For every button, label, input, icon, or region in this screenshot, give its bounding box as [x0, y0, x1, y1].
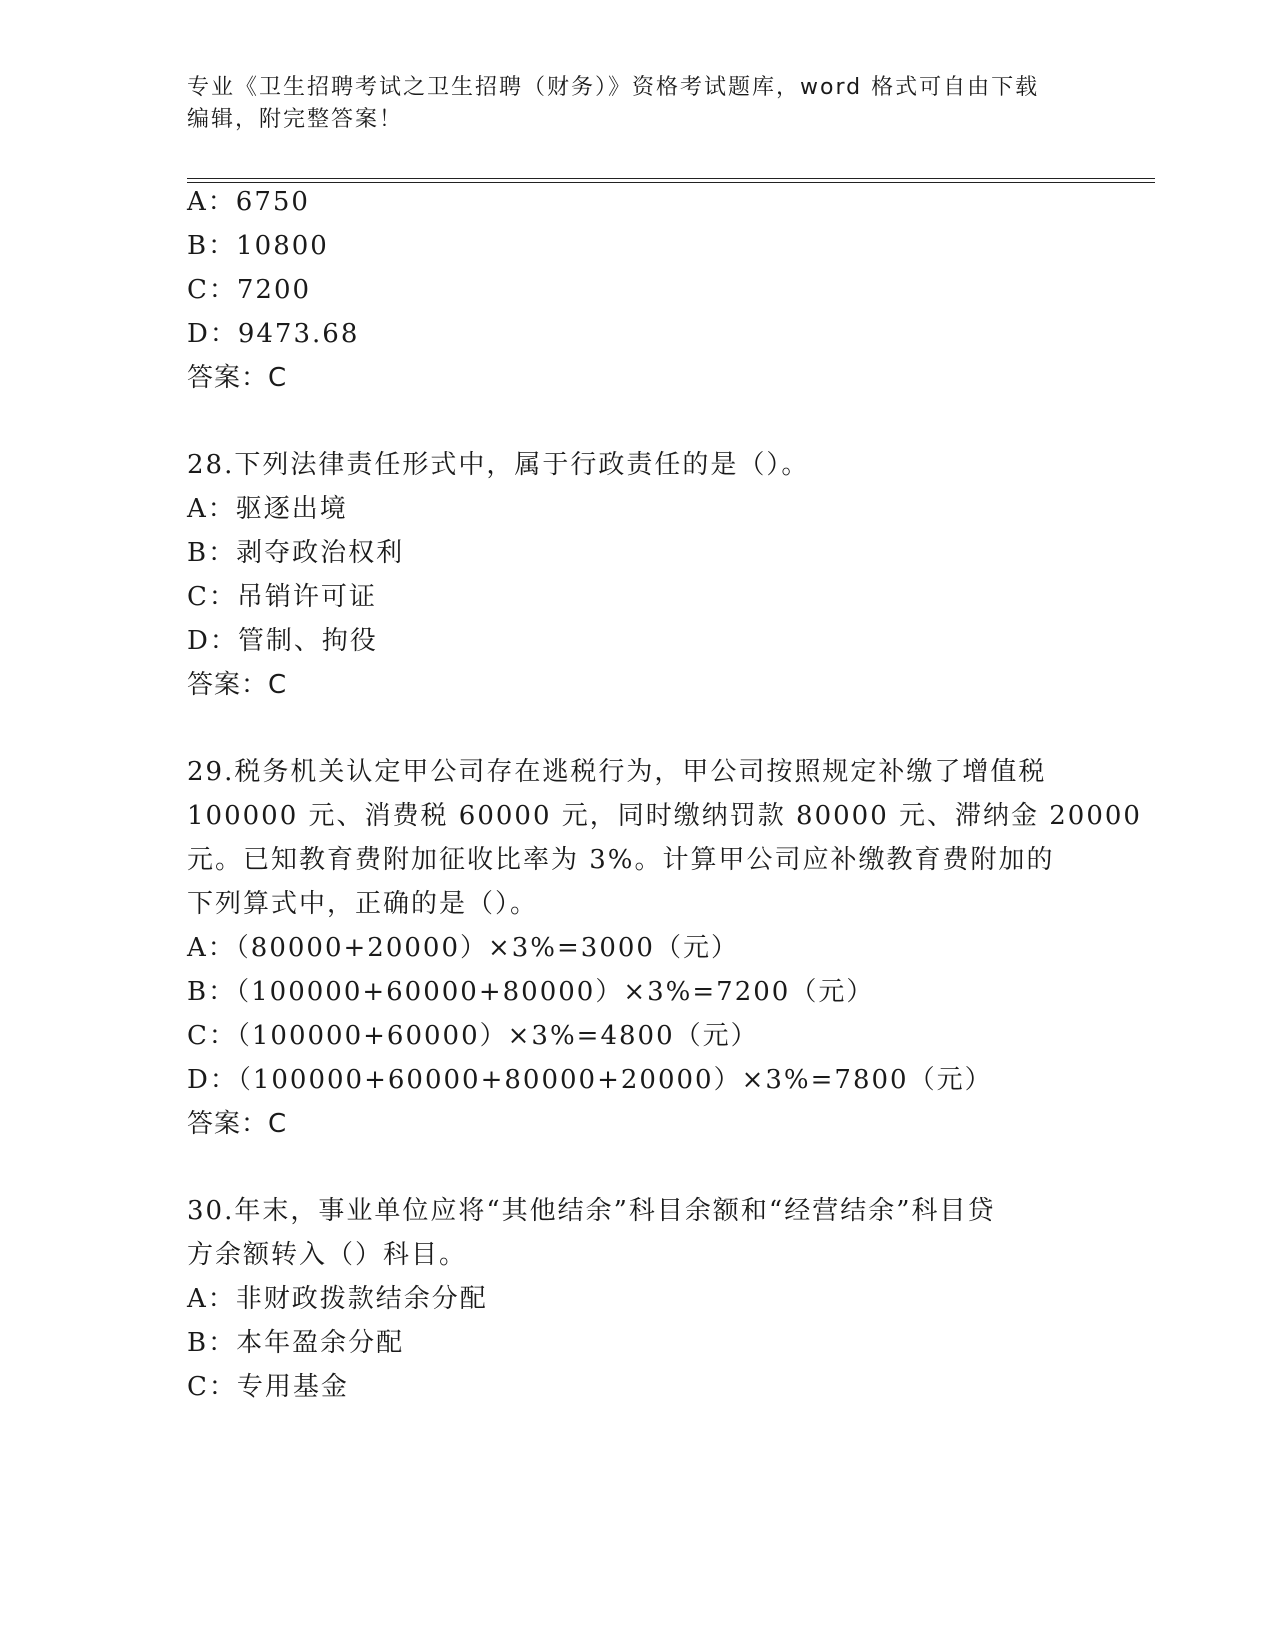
header-line-1: 专业《卫生招聘考试之卫生招聘（财务）》资格考试题库，word 格式可自由下载	[187, 75, 1040, 100]
q29-option-b: B：（100000+60000+80000）×3%=7200（元）	[187, 977, 875, 1007]
q29-stem-line-3: 元。已知教育费附加征收比率为 3%。计算甲公司应补缴教育费附加的	[187, 845, 1055, 875]
q29-stem-line-4: 下列算式中，正确的是（）。	[187, 889, 539, 919]
q30-option-c: C：专用基金	[187, 1372, 349, 1402]
header-divider	[187, 178, 1155, 183]
q27-option-c: C：7200	[187, 275, 312, 305]
q29-stem-line-2: 100000 元、消费税 60000 元，同时缴纳罚款 80000 元、滞纳金 20000	[187, 801, 1142, 831]
q30-stem-line-2: 方余额转入（）科目。	[187, 1240, 468, 1270]
document-header	[187, 72, 1067, 136]
header-line-2: 编辑，附完整答案！	[187, 107, 404, 132]
q30-stem-line-1: 30.年末，事业单位应将“其他结余”科目余额和“经营结余”科目贷	[187, 1196, 996, 1226]
q28-option-a: A：驱逐出境	[187, 494, 348, 524]
q27-answer: 答案：C	[187, 363, 288, 393]
q30-option-b: B：本年盈余分配	[187, 1328, 405, 1358]
q29-stem-line-1: 29.税务机关认定甲公司存在逃税行为，甲公司按照规定补缴了增值税	[187, 757, 1047, 787]
q30-option-a: A：非财政拨款结余分配	[187, 1284, 488, 1314]
q27-option-a: A：6750	[187, 187, 310, 217]
q28-stem: 28.下列法律责任形式中，属于行政责任的是（）。	[187, 450, 810, 480]
q28-option-c: C：吊销许可证	[187, 582, 377, 612]
q27-option-d: D：9473.68	[187, 319, 360, 349]
q28-option-d: D：管制、拘役	[187, 626, 378, 656]
q28-option-b: B：剥夺政治权利	[187, 538, 405, 568]
q29-option-c: C：（100000+60000）×3%=4800（元）	[187, 1021, 759, 1051]
q29-option-d: D：（100000+60000+80000+20000）×3%=7800（元）	[187, 1065, 993, 1095]
q29-option-a: A：（80000+20000）×3%=3000（元）	[187, 933, 739, 963]
q27-option-b: B：10800	[187, 231, 329, 261]
q29-answer: 答案：C	[187, 1109, 288, 1139]
q28-answer: 答案：C	[187, 670, 288, 700]
